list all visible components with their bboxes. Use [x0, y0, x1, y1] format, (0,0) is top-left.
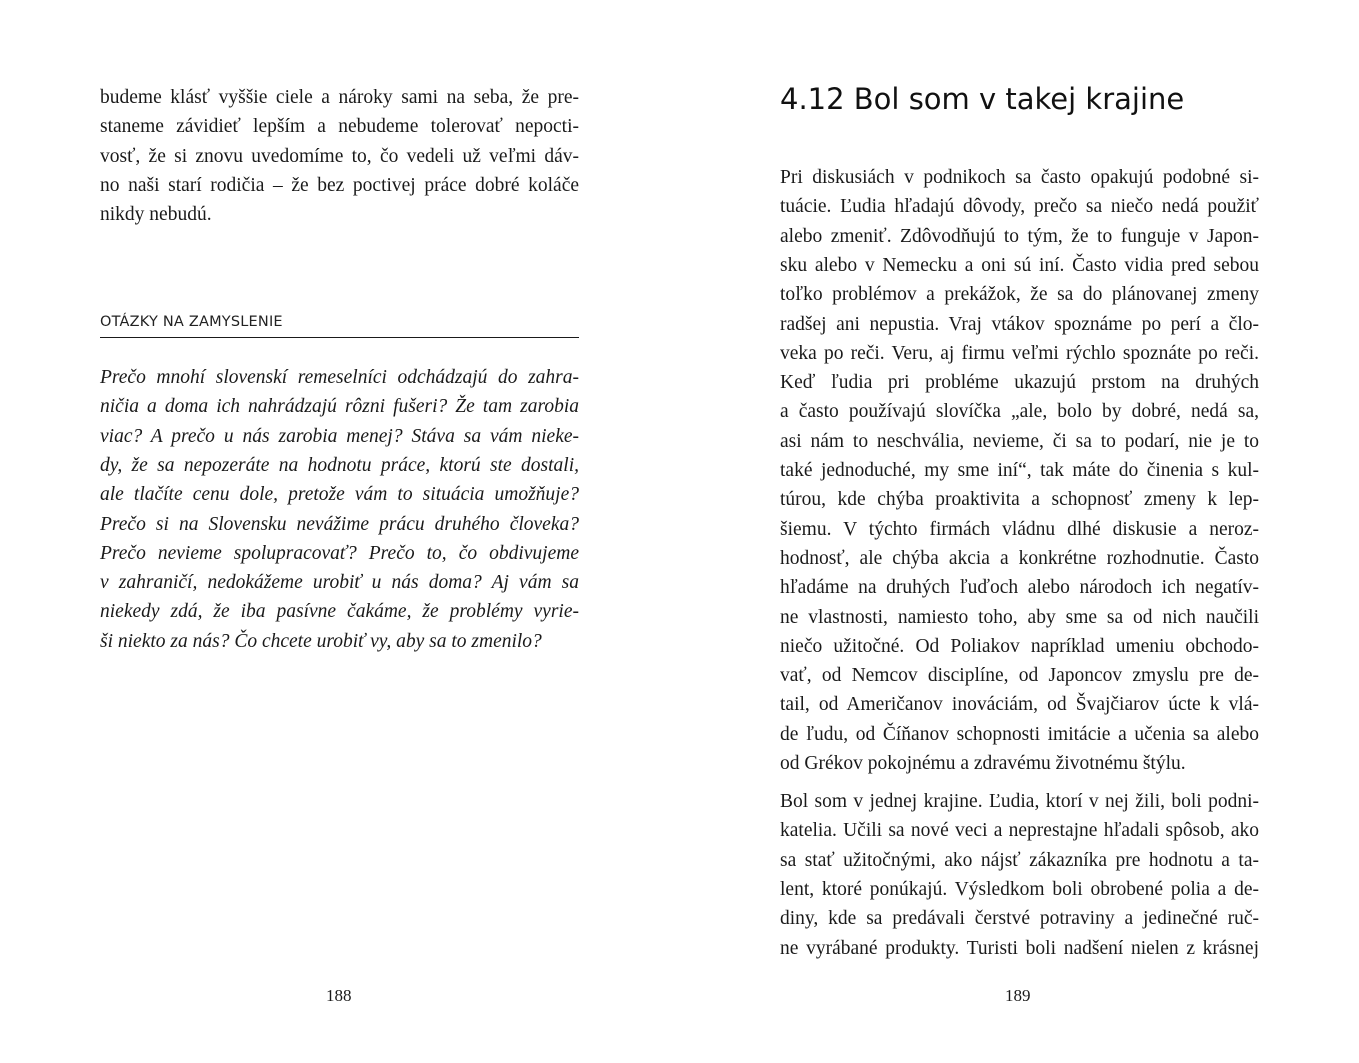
text-line: Keď ľudia pri probléme ukazujú prstom na druhých	[780, 372, 1259, 394]
text-line: Prečo si na Slovensku nevážime prácu druhého človeka?	[100, 513, 579, 535]
text-line: diny, kde sa predávali čerstvé potraviny a jedinečné ruč-	[780, 908, 1259, 930]
text-line: viac? A prečo u nás zarobia menej? Stáva sa vám nieke-	[100, 425, 579, 447]
text-line: ničia a doma ich nahrádzajú rôzni fušeri? Že tam zarobia	[100, 396, 579, 418]
text-line: lent, ktoré ponúkajú. Výsledkom boli obrobené polia a de-	[780, 878, 1259, 900]
text-line: tail, od Američanov inováciám, od Švajčiarov úcte k vlá-	[780, 694, 1259, 716]
text-line: ši niekto za nás? Čo chcete urobiť vy, aby sa to zmenilo?	[100, 630, 542, 652]
text-line: túrou, kde chýba proaktivita a schopnosť zmeny k lep-	[780, 489, 1259, 511]
section-heading-rule	[100, 337, 579, 338]
text-line: také jednoduché, my sme iní“, tak máte do činenia s kul-	[780, 460, 1259, 481]
text-line: ne vyrábané produkty. Turisti boli nadšení nielen z krásnej	[780, 937, 1259, 959]
text-line: budeme klásť vyššie ciele a nároky sami na seba, že pre-	[100, 87, 579, 108]
page-number-left: 188	[326, 986, 352, 1005]
text-line: šiemu. V týchto firmách vládnu dlhé diskusie a neroz-	[780, 518, 1259, 540]
chapter-title: 4.12 Bol som v takej krajine	[780, 82, 1185, 116]
right-page	[680, 0, 1359, 1063]
text-line: Pri diskusiách v podnikoch sa často opakujú podobné si-	[780, 167, 1259, 188]
text-line: nikdy nebudú.	[100, 204, 212, 226]
text-line: hodnosť, ale chýba akcia a konkrétne rozhodnutie. Často	[780, 547, 1259, 569]
text-line: katelia. Učili sa nové veci a neprestajne hľadali spôsob, ako	[780, 820, 1259, 842]
text-line: alebo zmeniť. Zdôvodňujú to tým, že to funguje v Japon-	[780, 225, 1259, 247]
text-line: sku alebo v Nemecku a oni sú iní. Často vidia pred sebou	[780, 254, 1259, 276]
text-line: niečo užitočné. Od Poliakov napríklad umeniu obchodo-	[780, 635, 1259, 657]
section-heading: OTÁZKY NA ZAMYSLENIE	[100, 314, 283, 330]
text-line: Prečo mnohí slovenskí remeselníci odchádzajú do zahra-	[100, 367, 579, 388]
text-line: Bol som v jednej krajine. Ľudia, ktorí v nej žili, boli podni-	[780, 791, 1259, 812]
text-line: dy, že sa nepozeráte na hodnotu práce, ktorú ste dostali,	[100, 454, 579, 476]
text-line: od Grékov pokojnému a zdravému životnému štýlu.	[780, 753, 1186, 774]
text-line: v zahraničí, nedokážeme urobiť u nás doma? Aj vám sa	[100, 572, 579, 594]
text-line: ne vlastnosti, namiesto toho, aby sme sa od nich naučili	[780, 606, 1259, 628]
text-line: veka po reči. Veru, aj firmu veľmi rýchlo spoznáte po reči.	[780, 342, 1259, 364]
text-line: de ľudu, od Číňanov schopnosti imitácie a učenia sa alebo	[780, 723, 1259, 745]
text-line: radšej ani nepustia. Vraj vtákov spoznáme po perí a člo-	[780, 313, 1259, 335]
text-line: Prečo nevieme spolupracovať? Prečo to, čo obdivujeme	[100, 542, 579, 564]
text-line: sa stať užitočnými, ako nájsť zákazníka pre hodnotu a ta-	[780, 849, 1259, 871]
page-number-right: 189	[1005, 986, 1031, 1005]
text-line: hľadáme na druhých ľuďoch alebo národoch ich negatív-	[780, 577, 1259, 599]
text-line: a často používajú slovíčka „ale, bolo by dobré, nedá sa,	[780, 401, 1259, 423]
text-line: ale tlačíte cenu dole, pretože vám to situácia umožňuje?	[100, 484, 579, 506]
text-line: vosť, že si znovu uvedomíme to, čo vedeli už veľmi dáv-	[100, 145, 579, 167]
text-line: tuácie. Ľudia hľadajú dôvody, prečo sa niečo nedá použiť	[780, 196, 1259, 218]
text-line: toľko problémov a prekážok, že sa do plánovanej zmeny	[780, 284, 1259, 306]
text-line: no naši starí rodičia – že bez poctivej práce dobré koláče	[100, 174, 579, 196]
text-line: vať, od Nemcov disciplíne, od Japoncov zmyslu pre de-	[780, 665, 1259, 687]
text-line: niekedy zdá, že iba pasívne čakáme, že problémy vyrie-	[100, 601, 579, 623]
text-line: staneme závidieť lepším a nebudeme tolerovať nepocti-	[100, 116, 579, 138]
text-line: asi nám to neschvália, nevieme, či sa to podarí, nie je to	[780, 430, 1259, 452]
